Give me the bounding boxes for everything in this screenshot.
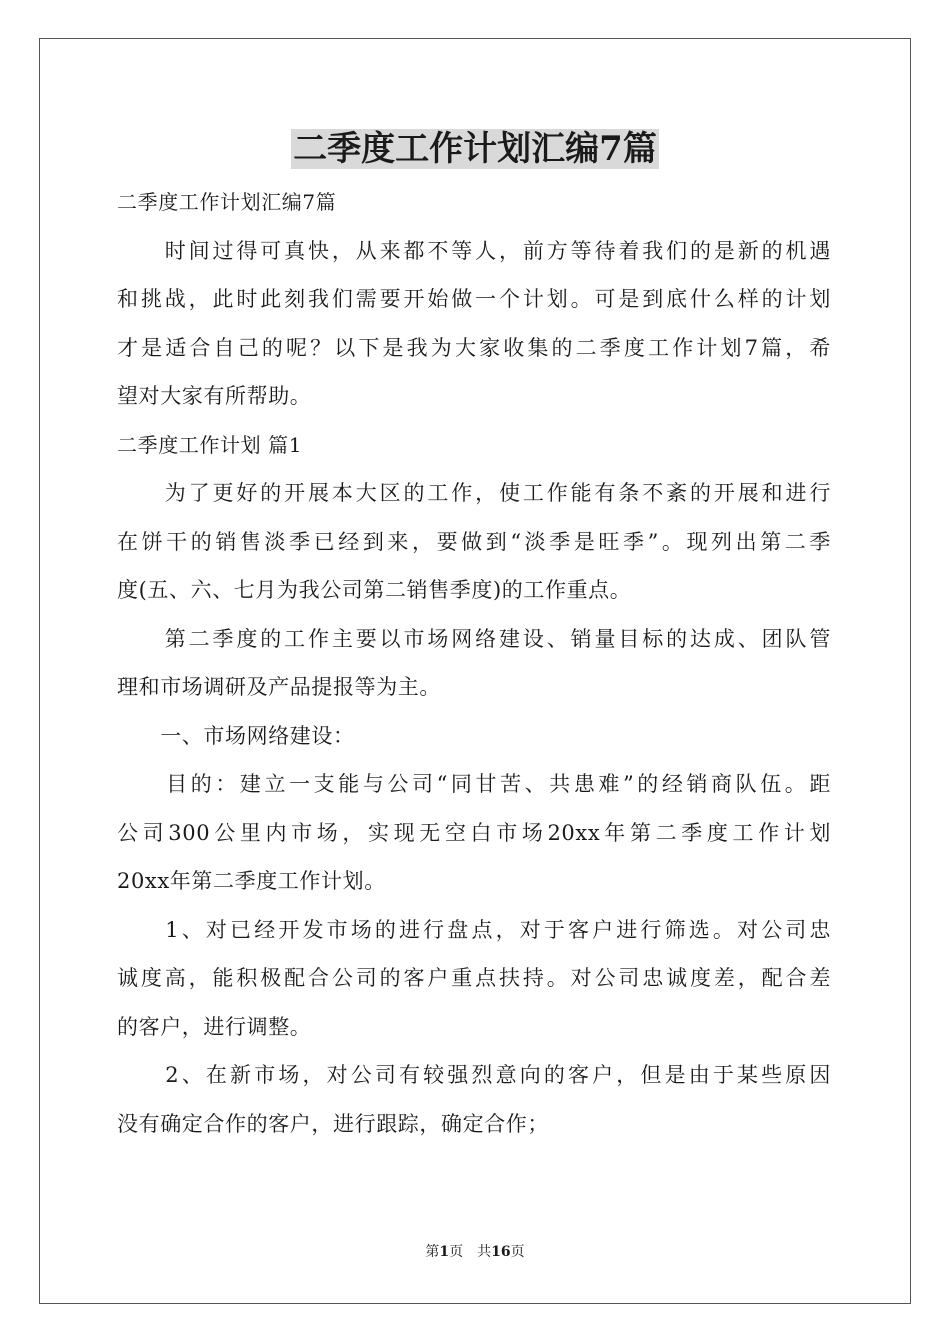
- intro-paragraph: [117, 227, 831, 421]
- paragraph-line: 才是适合自己的呢？以下是我为大家收集的二季度工作计划7篇，希: [117, 335, 831, 360]
- paragraph-line: 和挑战，此时此刻我们需要开始做一个计划。可是到底什么样的计划: [117, 287, 831, 311]
- paragraph-line: 第二季度的工作主要以市场网络建设、销量目标的达成、团队管: [117, 626, 831, 651]
- paragraph-4: [117, 760, 831, 906]
- paragraph-line: 一、市场网络建设：: [117, 723, 355, 748]
- page-footer: [0, 1242, 950, 1262]
- footer-page-prefix: 第: [425, 1244, 440, 1260]
- paragraph-line: 望对大家有所帮助。: [117, 384, 312, 408]
- footer-page-mid: 页 共: [449, 1244, 492, 1260]
- paragraph-line: 没有确定合作的客户，进行跟踪，确定合作；: [117, 1111, 549, 1136]
- paragraph-line: 2、在新市场，对公司有较强烈意向的客户，但是由于某些原因: [117, 1063, 831, 1087]
- paragraph-line: 时间过得可真快，从来都不等人，前方等待着我们的是新的机遇: [117, 238, 831, 263]
- paragraph-line: 理和市场调研及产品提报等为主。: [117, 675, 441, 699]
- paragraph-3: [117, 712, 831, 761]
- paragraph-1: [117, 469, 831, 615]
- paragraph-line: 的客户，进行调整。: [117, 1014, 312, 1039]
- paragraph-line: 目的：建立一支能与公司“同甘苦、共患难”的经销商队伍。距: [117, 772, 831, 796]
- paragraph-line: 诚度高，能积极配合公司的客户重点扶持。对公司忠诚度差，配合差: [117, 966, 831, 990]
- document-title: [0, 124, 950, 174]
- paragraph-line: 公司300公里内市场，实现无空白市场20xx年第二季度工作计划: [117, 820, 831, 845]
- footer-page-total: 16: [491, 1244, 511, 1260]
- paragraph-5: [117, 906, 831, 1052]
- paragraph-line: 度(五、六、七月为我公司第二销售季度)的工作重点。: [117, 578, 632, 602]
- paragraph-line: 为了更好的开展本大区的工作，使工作能有条不紊的开展和进行: [117, 481, 831, 505]
- paragraph-line: 在饼干的销售淡季已经到来，要做到“淡季是旺季”。现列出第二季: [117, 529, 831, 554]
- footer-page-suffix: 页: [510, 1244, 525, 1260]
- document-subtitle: 二季度工作计划汇编7篇: [117, 190, 337, 214]
- paragraph-6: [117, 1051, 831, 1148]
- document-title-text: 二季度工作计划汇编7篇: [293, 129, 657, 169]
- paragraph-line: 1、对已经开发市场的进行盘点，对于客户进行筛选。对公司忠: [117, 917, 831, 942]
- footer-page-current: 1: [439, 1244, 450, 1260]
- document-body: [117, 178, 831, 1148]
- paragraph-line: 20xx年第二季度工作计划。: [117, 869, 386, 893]
- section-heading: 二季度工作计划 篇1: [117, 432, 303, 457]
- paragraph-2: [117, 615, 831, 712]
